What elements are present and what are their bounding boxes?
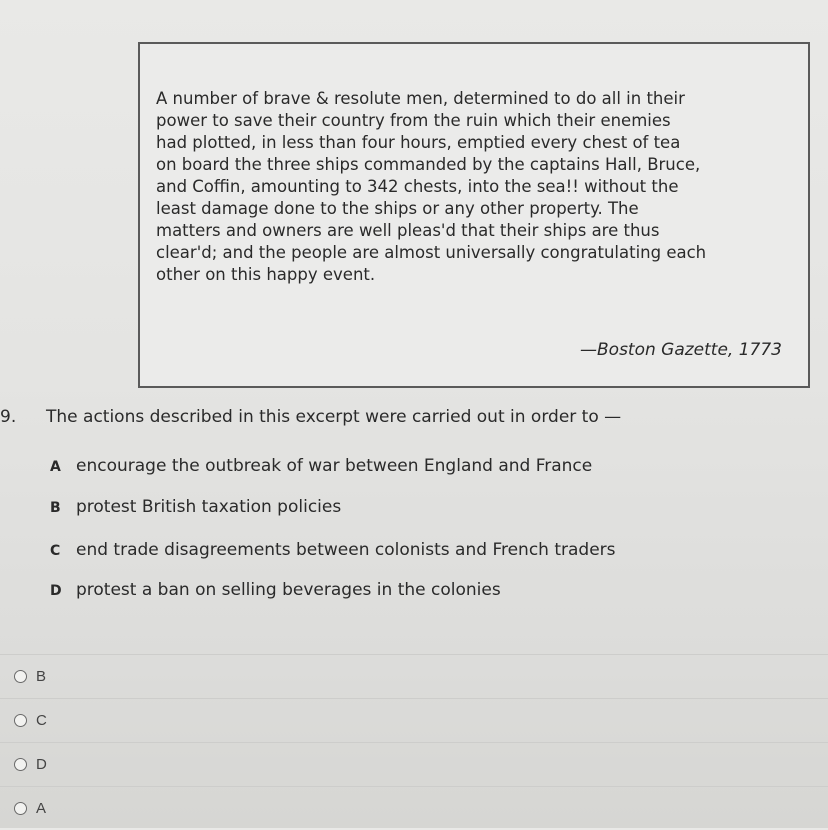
- passage-text: [156, 88, 796, 286]
- answer-label: A: [36, 800, 47, 817]
- passage-line: matters and owners are well pleas'd that their ships are thus: [156, 221, 660, 240]
- radio-button-icon[interactable]: [14, 758, 27, 771]
- answer-option-d[interactable]: [0, 742, 828, 786]
- choice-text: protest British taxation policies: [76, 497, 342, 517]
- passage-line: power to save their country from the ruin which their enemies: [156, 111, 671, 130]
- radio-button-icon[interactable]: [14, 714, 27, 727]
- choice-letter: D: [50, 583, 62, 599]
- answer-label: B: [36, 668, 47, 685]
- passage-line: A number of brave & resolute men, determined to do all in their: [156, 89, 685, 108]
- choice-d: [50, 580, 501, 600]
- answer-option-b[interactable]: [0, 654, 828, 698]
- answer-options: [0, 650, 828, 828]
- radio-button-icon[interactable]: [14, 802, 27, 815]
- passage-line: clear'd; and the people are almost universally congratulating each: [156, 243, 707, 262]
- answer-label: D: [36, 756, 47, 773]
- passage-line: least damage done to the ships or any other property. The: [156, 199, 639, 218]
- choice-text: protest a ban on selling beverages in the colonies: [76, 580, 501, 600]
- choice-b: [50, 497, 341, 517]
- passage-line: other on this happy event.: [156, 265, 376, 284]
- choice-text: encourage the outbreak of war between England and France: [76, 456, 593, 476]
- radio-button-icon[interactable]: [14, 670, 27, 683]
- passage-line: and Coffin, amounting to 342 chests, into the sea!! without the: [156, 177, 679, 196]
- question-stem: The actions described in this excerpt were carried out in order to —: [46, 407, 622, 427]
- choice-letter: C: [50, 543, 61, 559]
- choice-c: [50, 540, 616, 560]
- passage-box: [138, 42, 810, 388]
- passage-line: had plotted, in less than four hours, emptied every chest of tea: [156, 133, 681, 152]
- answer-label: C: [36, 712, 47, 729]
- choice-a: [50, 456, 592, 476]
- choice-letter: A: [50, 459, 61, 475]
- passage-attribution: —Boston Gazette, 1773: [580, 340, 782, 360]
- passage-line: on board the three ships commanded by the captains Hall, Bruce,: [156, 155, 701, 174]
- question-number: 9.: [0, 407, 17, 427]
- choice-text: end trade disagreements between colonists and French traders: [76, 540, 616, 560]
- answer-option-a[interactable]: [0, 786, 828, 830]
- choice-letter: B: [50, 500, 61, 516]
- answer-option-c[interactable]: [0, 698, 828, 742]
